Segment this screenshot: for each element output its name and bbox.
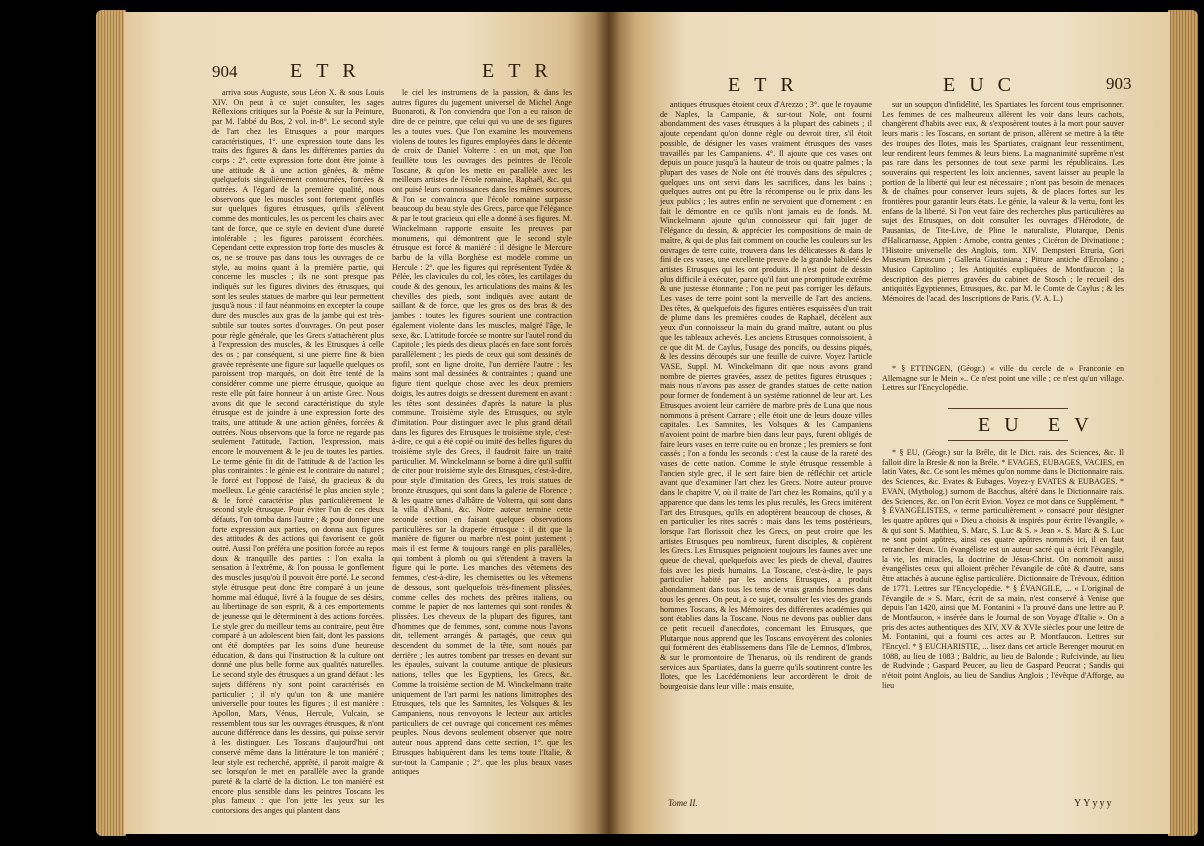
text-column-2-top <box>882 100 1124 362</box>
left-page <box>124 12 608 834</box>
running-header: ETR <box>290 60 370 82</box>
text-column-1 <box>212 88 384 816</box>
signature-mark: YYyyy <box>1074 798 1114 809</box>
right-page-edges <box>1168 10 1198 836</box>
running-header: ETR <box>482 60 562 82</box>
divider <box>948 408 1068 409</box>
book-gutter <box>596 12 620 834</box>
entry-ettingen <box>882 364 1124 404</box>
volume-footer: Tome II. <box>668 798 698 808</box>
text-column-1 <box>660 100 872 796</box>
column-text: arriva sous Auguste, sous Léon X. & sous Louis XIV. On peut à ce sujet consulter, les sages Réflexions critiques sur la Poésie & sur la Peinture, par M. l'abbé du Bos, 2 vol. in-8°. Le second style de l'art chez les Etrusques a pour marques caractéristiques, 1°. une expression toute dans les traits des figures & dans les différentes parties du corps : 2°. cette expression forte dont être jointe à une attitude & à une action gênées, & même quelquefois singulièrement contournées, forcées & outrées. A l'égard de la première qualité, nous observons que les muscles sont fortement gonflés sur quelques figures étrusques, qu'ils s'élèvent comme des monticules, les os percent les chairs avec tant de force, que ce style en devient d'une dureté intolérable ; les figures paroissent écorchées. Cependant cette expression trop forte des muscles & os, ne se trouve pas dans tous les ouvrages de ce style, au moins quant à la première partie, qui concerne les muscles ; ils ne sont presque pas indiqués sur les figures divines des étrusques, qui sont les seules statues de marbre qui leur permettent jusqu'à nous : il faut néanmoins en excepter la coupe dure des muscles aux gras de la jambe qui est très-subtile sur toutes sortes d'ouvrages. On peut poser pour règle générale, que les Grecs s'attachèrent plus à l'expression des muscles, & les Etrusques à celle des os ; par conséquent, si une pierre fine & bien gravée représente une figure sur laquelle quelques os paroissent trop marqués, on doit être tenté de la considérer comme une pierre étrusque, quoique au reste elle pût faire honneur à un artiste Grec. Nous avons dit que le second caractéristique du style étrusque est de joindre à une expression forte des traits, une attitude & une action gênées, forcées & outrées. Nous observons que la force ne regarde pas seulement l'attitude, l'action, l'expression, mais encore le mouvement & le jeu de toutes les parties. Le terme génie fit dit de l'attitude & de l'action les plus contraintes : le génie est le contraire du naturel ; le forcé est l'opposé de l'aisé, du gracieux & du moelleux. Le génie caractérisé le plus ancien style ; & le forcé caractérise plus particulièrement le second style étrusque. Pour éviter l'un de ces deux défauts, l'on tomba dans l'autre ; & pour donner une forte expression aux parties, on donna aux figures des attitudes & des actions qui favorisent ce goût outré. Aussi l'on préféra une position forcée au repos doux & tranquille des parties : l'on exalta la sensation à l'extrême, & l'on poussa le gonflement des muscles jusqu'où il pouvoit être porté. Le second style étrusque peut donc être comparé à un jeune homme mal éduqué, livré à la fougue de ses désirs, au libertinage de son esprit, & à ces emportements de jeunesse qui le déterminent à des actions forcées. Le style grec du meilleur tems au contraire, peut être comparé à un adolescent bien fait, dont les passions ont été domptées par les soins d'une heureuse éducation, & dans qui l'instruction & la culture ont donné une plus belle forme aux qualités naturelles. Le second style des étrusques a un grand défaut : les sujets différens n'y sont point caractérisés en particulier ; il n'y qu'un ton & une manière universelle pour toutes les figures ; il est manière : Apollon, Mars, Vénus, Hercule, Vulcain, se ressemblent tous sur les ouvrages étrusques, & n'ont aucune différence dans les dessins, qui puisse servir à les distinguer. Les Toscans d'aujourd'hui ont conservé même dans la littérature le ton maniéré ; leur style est recherché, apprêté, il paroit maigre & sec lorsqu'on le met en parallèle avec la grande pureté & la clarté de la diction. Le ton maniéré est encore plus sensible dans les peintres Toscans les plus fameux : que l'on jette les yeux sur les contorsions des anges qui plantent dans <box>212 88 384 816</box>
column-text: antiques étrusques étoient ceux d'Arezzo ; 3°. que le royaume de Naples, la Campanie, & sur-tout Nole, ont fourni abondamment des vases étrusques à la plupart des cabinets ; il ajoute cependant qu'on donne règle ou devroit tirer, s'il étoit possible, de désigner les vases vraiment étrusques des vases travaillés par les Campaniens. 4°. Il ajoute que ces vases ont depuis un pouce jusqu'à la hauteur de trois ou quatre palmes ; la plupart des vases de Nole ont été trouvés dans des sépulcres ; quelques uns ont servi dans les sacrifices, dans les bains ; quelques autres ont pu être la récompense ou le prix dans les jeux publics ; les autres enfin ne servoient que d'ornement : en fait le démontre en ce qu'ils n'ont jamais eu de fonds. M. Winckelmann ajoute qu'un connoisseur qui fait juger de l'élégance du dessin, & apprécier les compositions de main de maître, & qui de plus fait comment on couche les couleurs sur les ouvrages de terre cuite, trouvera dans les délicatesses & dans le fini de ces vases, une excellente preuve de la grande habileté des artistes Etrusques qui les ont produits. Il n'est point de dessin plus difficile à exécuter, parce qu'il faut une promptitude extrême & une justesse étonnante ; l'on ne peut pas corriger les défauts. Les vases de terre point sont la merveille de l'art des anciens. Des têtes, & quelquefois des figures entières esquissées d'un trait de plume dans les premières coudes de Raphaël, décèlent aux yeux d'un connoisseur la main du grand maître, autant ou plus que les tableaux achevés. Les anciens Etrusques connoissoient, à ce que dit M. de Caylus, l'usage des poncifs, ou dessins piqués, & les dessins découpés sur une feuille de cuivre. Voyez l'article VASE, Suppl. M. Winckelmann dit que nous avons grand nombre de pierres gravées, assez de petites figures étrusques ; mais nous n'avons pas assez de grandes statues de cette nation pour former de fondement à un système rationnel de leur art. Les Etrusques avoient leur carrière de marbre près de Luna que nous nommons à présent Carrare ; elle étoit une de leurs douze villes capitales. Les Samnites, les Volsques & les Campaniens n'avoient point de marbre bien dans leur pays, furent obligés de faire leurs vases en terre cuite ou en bronze ; les premiers se font cassés ; l'on a fondu les seconds : c'est la cause de la rareté des vases de cette nation. Comme le style étrusque ressemble à l'ancien style grec, il le sert faire bien de réfléchir cet article avant que d'examiner l'art chez les Grecs. Notre auteur prouve dans le chapitre V, où il traite de l'art chez les Romains, qu'il y a apparence que dans les tems les plus reculés, les Grecs imitèrent l'art des Etrusques, qu'ils en adoptèrent beaucoup de choses, & en particulier les rites sacrés : mais dans les tems postérieurs, lorsque l'art florissoit chez les Grecs, on peut croire que les artistes Etrusques peu nombreux, furent disciples, & copièrent les Grecs. Les Etrusques peignoient toujours les faunes avec une queue de cheval, quelquefois avec les pieds de cheval, d'autres fois avec les pieds humains. La Toscane, c'est-à-dire, le pays particulier habité par les anciens Etrusques, a produit abondamment dans tous les tems de vrais grands hommes dans tous les genres. On peut, à ce sujet, consulter les vies des grands hommes Toscans, & les Mémoires des différentes académies qui sont établies dans la Toscane. Nous ne devons pas oublier dans ce petit recueil d'anecdotes, concernant les Etrusques, que Plutarque nous apprend que les Toscans envoyèrent des colonies qui formèrent des établissemens dans l'île de Lemnos, d'Imbros, & sur le promontoire de Thenarus, où ils rendirent de grands services aux Spartiates, dans la guerre qu'ils soutinrent contre les Ilotes, que les Lacédémoniens leur accordèrent le droit de bourgeoisie dans leur ville : mais ensuite, <box>660 100 872 692</box>
column-text: * § ETTINGEN, (Géogr.) « ville du cercle de » Franconie en Allemagne sur le Mein ».. Ce n'est point une ville ; ce n'est qu'un village. Lettres sur l'Encyclopédie. <box>882 364 1124 393</box>
text-column-2 <box>392 88 572 808</box>
running-header: EUC <box>943 74 1025 96</box>
page-number: 903 <box>1106 74 1132 93</box>
divider <box>948 440 1068 441</box>
section-heading: EU <box>978 414 1033 436</box>
column-text: * § EU, (Géogr.) sur la Brêle, dit le Dict. rais. des Sciences, &c. Il falloit dire la Bresle & non la Bréle. * EVAGES, EUBAGES, VACIES, en latin Vates, &c. Ce sont les mêmes qu'on nomme dans le Dictionnaire rais. des Sciences, &c. Evates & Eubages. Voyez-y EVATES & EUBAGES. * EVAN, (Mytholog.) surnom de Bacchus, altéré dans le Dictionnaire rais. des Sciences, &c. on l'on écrit Evion. Voyez ce mot dans ce Supplément. * § ÉVANGÉLISTES, « terme particulièrement » consacré pour désigner les quatre apôtres qui » Dieu a choisis & inspirés pour écrire l'évangile, » & qui sont S. Matthieu, S. Marc, S. Luc & S. » Jean ». S. Marc & S. Luc ne sont point apôtres, ainsi ces quatre apôtres nommés ici, il en faut retrancher deux. Un évangéliste est un auteur sacré qui a écrit l'évangile, la vie, les miracles, la doctrine de Jésus-Christ. On nommoit aussi évangélistes ceux qui alloient prêcher l'évangile de côté & d'autre, sans être attachés à aucune église particulière. Dictionnaire de Trévoux, édition de 1771. Lettres sur l'Encyclopédie. * § ÉVANGILE, ... « L'original de l'évangile de » S. Marc, écrit de sa main, n'est conservé à Venise que depuis l'an 1420, ainsi que M. Fontanini » l'a prouvé dans une lettre au P. de Montfaucon, » insérée dans le Journal de son Voyage d'Italie ». On a pris des actes authentiques des XIV, XV & XVIe siècles pour une lettre de M. Fontanini, qui a fourni ces actes au P. Montfaucon. Lettres sur l'Encycl. * § EUCHARISTIE, ... lisez dans cet article Berenger mourut en 1088, au lieu de 1083 ; Baldric, au lieu de Balonde ; Rufcivinde, au lieu de Rudvinde ; Gaspard Peucer, au lieu de Gaspard Peucrat ; Sandis qui n'étoit point Anglois, au lieu de Sandius Anglois ; l'évêque d'Afforge, au lieu <box>882 448 1124 690</box>
text-column-2-bottom <box>882 448 1124 794</box>
page-number: 904 <box>212 62 238 81</box>
running-header: ETR <box>728 74 808 96</box>
section-heading: EV <box>1048 414 1103 436</box>
column-text: le ciel les instrumens de la passion, & dans les autres figures du jugement universel de Michel Ange Buonaroti, & l'on conviendra que l'on a eu raison de dire de ce peintre, que celui qui vu une de ses figures les a toutes vues. Que l'on examine les mouvemens violens de toutes les figures employées dans le décente de croix de Daniel Volterre : en un mot, que l'on feuillète tous les ouvrages des peintres de l'école Toscane, & qu'on les mette en parallèle avec les meilleurs artistes de l'école romaine, Raphaël, &c. qui ont puisé leurs connoissances dans les mêmes sources, & l'on se convaincra que l'école romaine surpasse beaucoup du beau style des Grecs, parce que l'élégance & par le tout gracieux qui elle a donné à ses figures. M. Winckelmann rapporte ensuite les preuves par monumens, qui démontrent que le second style étrusque est forcé & maniéré : il désigne le Mercure barbu de la villa Borghèse est modèle comme un Hercule : 2°. que les figures qui représentent Tydée & Pélée, les clavicules du col, les côtes, les cartilages du coude & des genoux, les articulations des mains & les chevilles des pieds, sont indiqués avec autant de saillant & de force, que les gros os des bras & des jambes : toutes les figures sourient une contraction également violente dans les muscles, malgré l'âge, le sexe, &c. L'attitude forcée se montre sur l'autel rond du Capitole ; les pieds des dieux placés en face sont forcés parallèlement ; les pieds de ceux qui sont dessinés de profil, sont en ligne droite, l'un derrière l'autre : les mains sont mal dessinées & contraintes ; quand une figure tient quelque chose avec les deux premiers doigts, les autres doigts se dressent durement en avant : les têtes sont dessinées d'après la nature la plus commune. Troisième style des Etrusques, ou style d'imitation. Pour distinguer avec le plus grand détail dans les figures des Etrusques le troisième style, c'est-à-dire, ce qui a été copié ou imité des belles figures du troisième style des Grecs, il faudroit faire un traité particulier. M. Winckelmann se borne à dire qu'il suffit de citer pour troisième style des Etrusques, c'est-à-dire, pour style d'imitation des Grecs, les trois statues de bronze étrusques, qui sont dans la galerie de Florence ; & les quatre urnes d'albâtre de Volterra, qui sont dans la villa d'Albani, &c. Notre auteur termine cette seconde section en faisant quelques observations particulières sur la draperie étrusque : il dit que la manière de figurer ou marbre n'est point justement ; mais il est ferme & toujours rangé en plis parallèles, qui tombent à plomb ou qui s'étendent à travers la figure qui le porte. Les manches des vêtemens des femmes, c'est-à-dire, les chemisettes ou les vêtemens de dessous, sont quelquefois très-finement plissées, comme celles des rochets des prêtres italiens, ou comme le papier de nos lanternes qui sont rondes & plissées. Les cheveux de la plupart des figures, tant d'hommes que de femmes, sont, comme nous l'avons dit, tellement arrangés & partagés, que ceux qui descendent du sommet de la tête, sont noués par derrière ; les autres tombent par tresses en devant sur les épaules, suivant la coutume antique de plusieurs nations, telles que les Egyptiens, les Grecs, &c. Comme la troisième section de M. Winckelmann traite uniquement de l'art parmi les nations limitrophes des Etrusques, tels que les Samnites, les Volsques & les Campaniens, nous renvoyons le lecteur aux articles particuliers de cet ouvrage qui concernent ces mêmes peuples. Nous devons seulement observer que notre auteur nous apprend dans cette section, 1°. que les Etrusques habiquèrent dans les tems toute l'Italie, & sur-tout la Campanie ; 2°. que les plus beaux vases antiques <box>392 88 572 777</box>
column-text: sur un soupçon d'infidélité, les Spartiates les forcent tous emprisonner. Les femmes de ces malheureux allèrent les voir dans leurs cachots, changèrent d'habits avec eux, & s'exposèrent toutes à la mort pour sauver leurs maris : les Toscans, en sortant de prison, allèrent se mettre à la tête des troupes des Ilotes, mais les Spartiates, craignant leur ressentiment, leur rendirent leurs femmes & leurs biens. La magnanimité suprême n'est pas rare dans les personnes de tout sexe parmi les républicains. Les souverains qui respectent les loix anciennes, savent laisser au peuple la portion de la liberté qui leur est nécessaire ; n'ont pas besoin de menaces & de chaînes pour conserver leurs sujets, & de places fortes sur les frontières pour garantir leurs états. Le génie, la valeur & la vertu, font les enfans de la liberté. Si l'on veut faire des recherches plus particulières au sujet des Etrusques, on doit consulter les ouvrages d'Hérodote, de Pausanias, de Tite-Live, de Pline le naturaliste, Plutarque, Denis d'Halicarnasse, Appien : Arnobe, contra gentes ; Cicéron de Divinatione ; l'Histoire universelle des Anglois, tom. XIV. Dempsteri Etruria, Gori Museum Etruscum ; Galleria Giustiniana ; Pitture antiche d'Ercolano ; Musico Capitolino ; les Antiquités expliquées de Montfaucon ; la description des pierres gravées du cabinet de Stosch ; le recueil des antiquités Egyptiennes, Etrusques, &c. par M. le Comte de Caylus ; & les Mémoires de l'acad. des Inscriptions de Paris. (V. A. L.) <box>882 100 1124 304</box>
right-page <box>608 12 1170 834</box>
left-page-edges <box>96 10 126 836</box>
